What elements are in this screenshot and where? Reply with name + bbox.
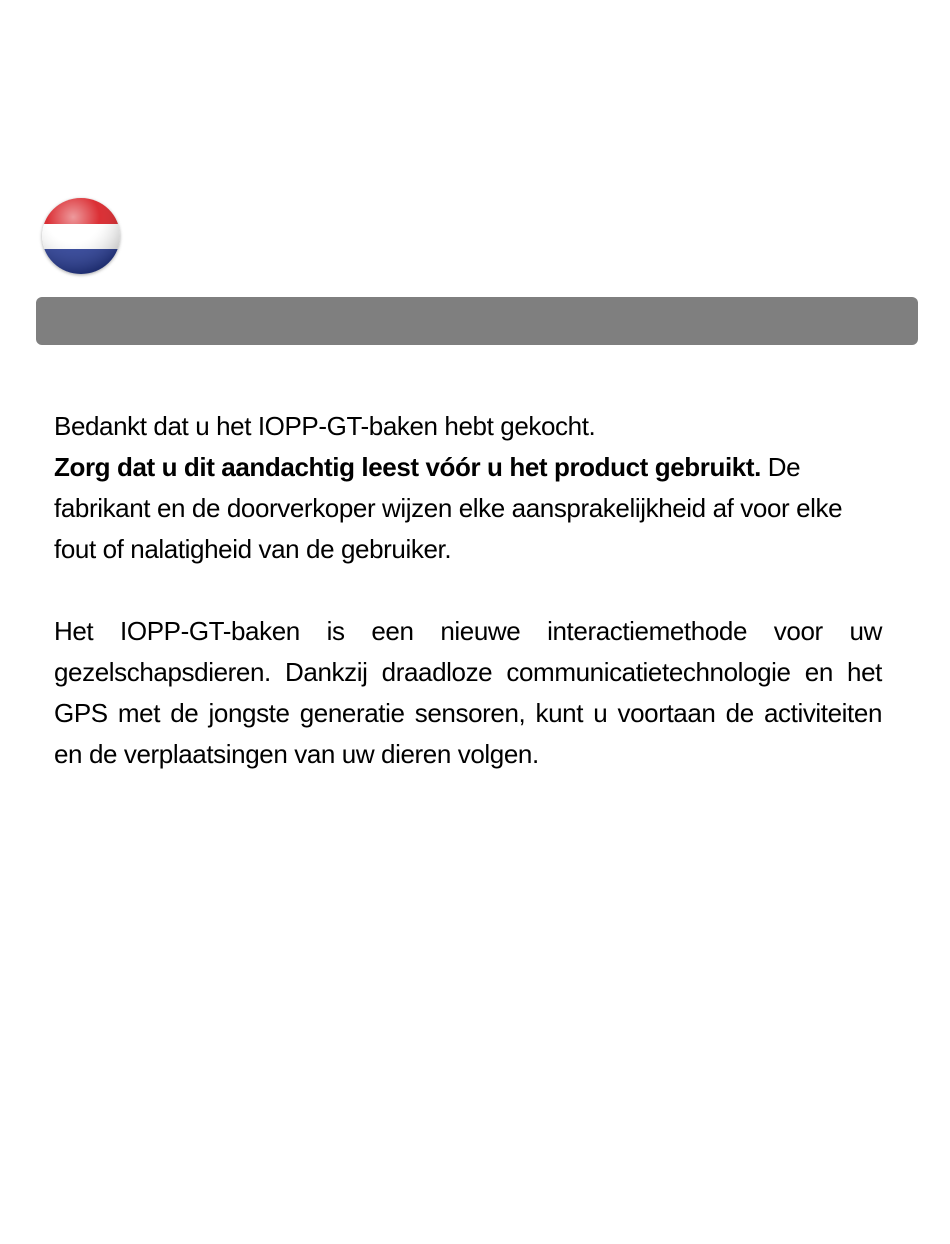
description-paragraph: Het IOPP-GT-baken is een nieuwe interactiemethode voor uw gezelschapsdieren. Dankzij draadloze communicatietechnologie en het GPS met de jongste generatie sensoren, kunt u voortaan de activiteiten en de verplaatsingen van uw dieren volgen. bbox=[54, 616, 882, 769]
paragraph-spacer bbox=[54, 570, 882, 611]
warning-bold-text: Zorg dat u dit aandachtig leest vóór u het product gebruikt. bbox=[54, 452, 761, 482]
liability-text: De fabrikant en de doorverkoper wijzen elke aansprakelijkheid af voor elke fout of nalatigheid van de gebruiker. bbox=[54, 452, 843, 564]
intro-paragraph bbox=[54, 406, 882, 570]
netherlands-flag-icon bbox=[42, 198, 120, 274]
document-body bbox=[54, 406, 882, 775]
thanks-line: Bedankt dat u het IOPP-GT-baken hebt gekocht. bbox=[54, 411, 596, 441]
section-header-bar bbox=[36, 297, 918, 345]
